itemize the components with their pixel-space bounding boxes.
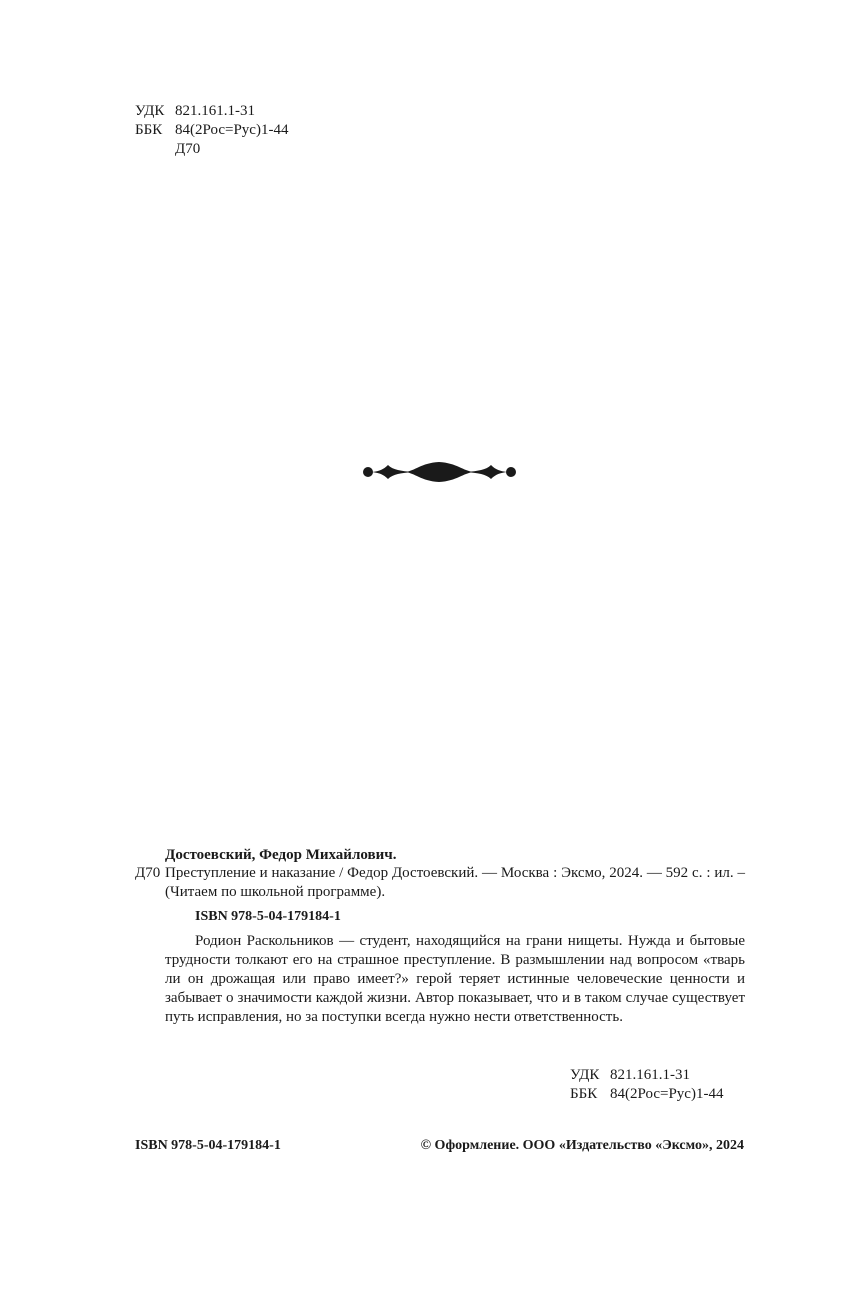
record-isbn: ISBN 978-5-04-179184-1	[195, 909, 341, 924]
decorative-divider-icon	[361, 460, 518, 484]
bottom-udk-value: 821.161.1-31	[610, 1067, 690, 1083]
footer-isbn: ISBN 978-5-04-179184-1	[135, 1138, 281, 1153]
author-heading: Достоевский, Федор Михайлович.	[165, 847, 397, 863]
author-sign-code: Д70	[135, 865, 161, 881]
bottom-udk-label: УДК	[570, 1067, 600, 1083]
bottom-bbk-label: ББК	[570, 1086, 598, 1102]
top-udk-label: УДК	[135, 103, 165, 119]
top-bbk-label: ББК	[135, 122, 163, 138]
top-classification-block	[135, 102, 288, 159]
top-bbk-value: 84(2Рос=Рус)1-44	[175, 122, 289, 138]
top-author-sign: Д70	[175, 141, 201, 157]
annotation-text: Родион Раскольников — студент, находящийся на грани нищеты. Нужда и бытовые трудности толкают его на страшное преступление. В размышлении над вопросом «тварь ли он дрожащая или право имеет?» герой теряет истинные человеческие ценности и забывает о значимости каждой жизни. Автор показывает, что и в таком случае существует путь исправления, но за поступки всегда нужно нести ответственность.	[165, 933, 745, 1025]
annotation	[165, 932, 745, 1027]
bottom-bbk-row	[570, 1085, 723, 1104]
top-bbk-row	[135, 121, 288, 140]
bottom-bbk-value: 84(2Рос=Рус)1-44	[610, 1086, 724, 1102]
bibliographic-description: Преступление и наказание / Федор Достоевский. — Москва : Эксмо, 2024. — 592 с. : ил. – (Читаем по школьной программе).	[165, 865, 745, 900]
top-udk-row	[135, 102, 288, 121]
footer-copyright: © Оформление. ООО «Издательство «Эксмо», 2024	[420, 1138, 744, 1153]
top-author-sign-row	[135, 140, 288, 159]
bottom-udk-row	[570, 1066, 723, 1085]
top-udk-value: 821.161.1-31	[175, 103, 255, 119]
bottom-classification-block	[570, 1066, 723, 1104]
